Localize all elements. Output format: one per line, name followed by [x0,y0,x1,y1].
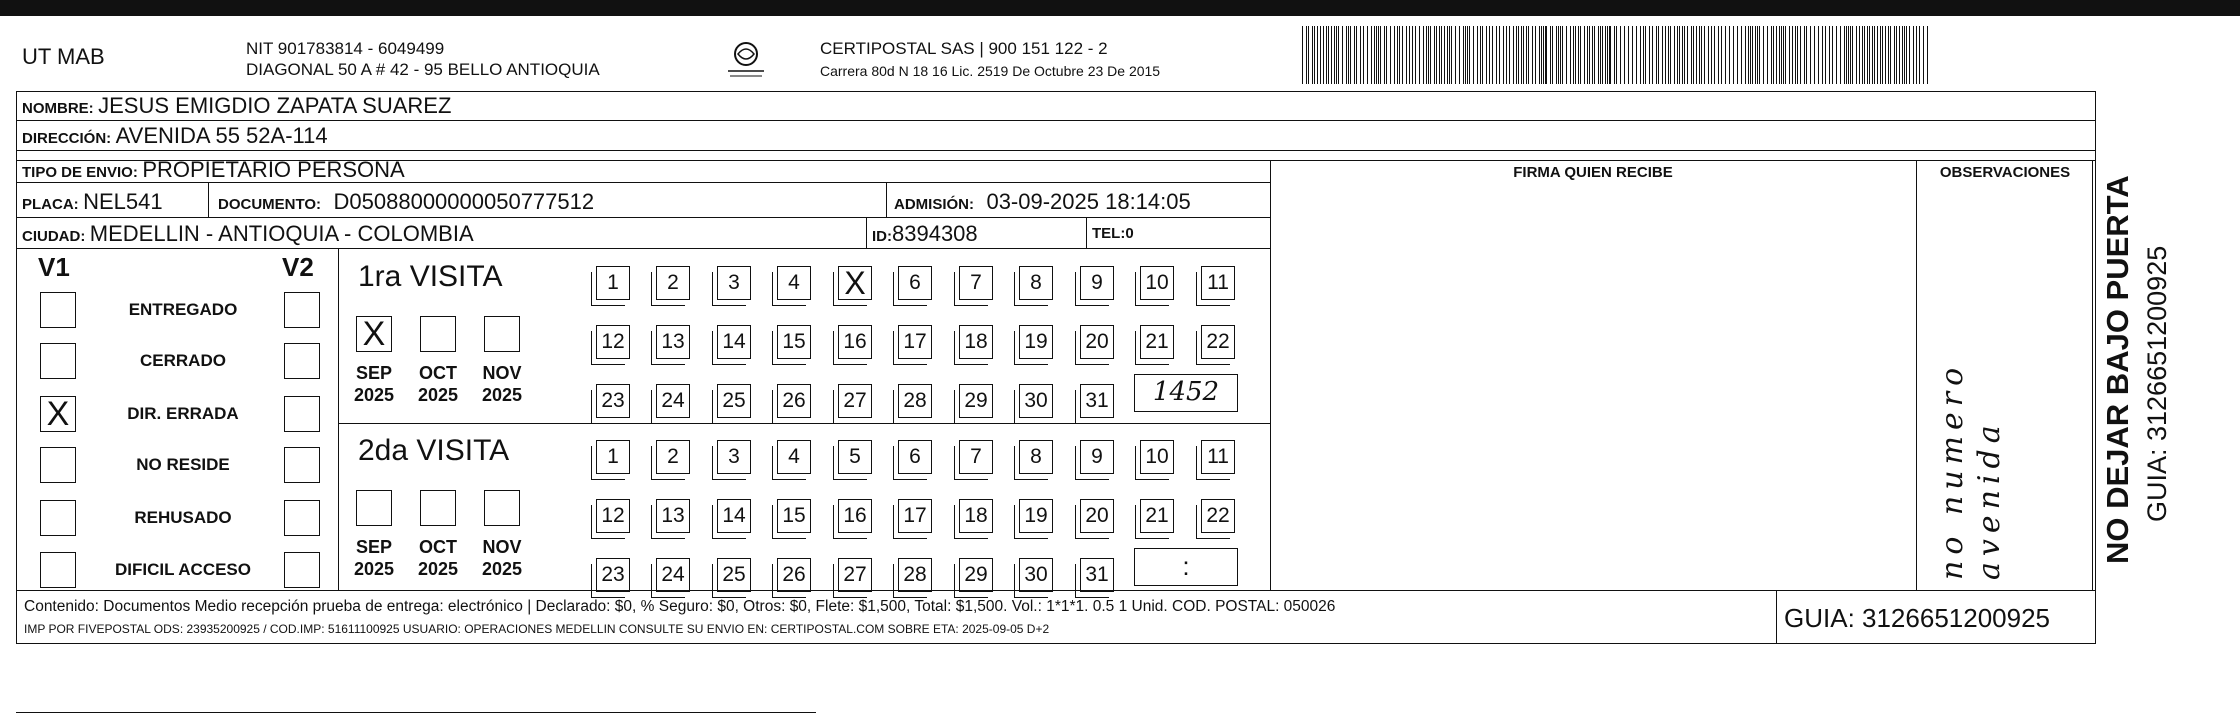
direccion-row [22,122,328,153]
day-box[interactable]: 31 [1080,558,1114,592]
v2-checkbox[interactable] [284,292,320,328]
day-box[interactable]: 6 [898,440,932,474]
signature-area[interactable] [1272,190,1914,588]
month-checkbox[interactable] [356,490,392,526]
status-label: CERRADO [140,351,226,370]
contenido-text: Contenido: Documentos Medio recepción prueba de entrega: electrónico | Declarado: $0, % Seguro: $0, Otros: $0, Flete: $1,500, Total: $1,500. Vol.: 1*1*1. 0.5 1 Unid. COD. POSTAL: 050026 [24,598,1336,615]
v2-checkbox[interactable] [284,396,320,432]
day-box[interactable]: 29 [959,558,993,592]
day-box[interactable]: 8 [1019,440,1053,474]
day-box[interactable]: 23 [596,384,630,418]
day-box[interactable]: 10 [1140,440,1174,474]
day-box[interactable]: 26 [777,558,811,592]
day-box[interactable]: 16 [838,499,872,533]
admision-label: ADMISIÓN: [894,196,974,213]
month-label: OCT [419,537,457,557]
day-box[interactable]: 28 [898,558,932,592]
admision-value: 03-09-2025 18:14:05 [986,189,1191,214]
day-box[interactable]: 2 [656,440,690,474]
month-year: 2025 [481,385,523,405]
day-box[interactable]: 21 [1140,325,1174,359]
month-checkbox[interactable] [420,490,456,526]
top-border [0,0,2240,16]
day-box[interactable]: 24 [656,384,690,418]
day-box[interactable]: 27 [838,558,872,592]
tel-row [1092,220,1134,248]
v1-checkbox[interactable] [40,552,76,588]
placa-value: NEL541 [83,189,163,214]
direccion-label: DIRECCIÓN: [22,130,112,147]
barcode [1302,26,1934,84]
no-dejar-bajo-puerta: NO DEJAR BAJO PUERTA [2100,175,2135,564]
company-name: UT MAB [22,44,105,69]
id-value: 8394308 [892,221,978,246]
status-label: DIR. ERRADA [127,404,239,423]
day-box[interactable]: 1 [596,266,630,300]
day-box[interactable]: 21 [1140,499,1174,533]
day-box[interactable]: 10 [1140,266,1174,300]
day-box[interactable]: 14 [717,499,751,533]
v1-checkbox[interactable] [40,292,76,328]
carrier-info: Carrera 80d N 18 16 Lic. 2519 De Octubre 23 De 2015 [820,63,1161,79]
month-checkbox[interactable] [484,490,520,526]
day-box[interactable]: 11 [1201,440,1235,474]
day-box[interactable]: 31 [1080,384,1114,418]
tel-value: 0 [1125,225,1134,242]
tipo-row [22,156,405,187]
day-box[interactable]: 25 [717,384,751,418]
ciudad-value: MEDELLIN - ANTIOQUIA - COLOMBIA [89,221,474,246]
day-box[interactable]: 5 [838,440,872,474]
day-box[interactable]: 20 [1080,499,1114,533]
v2-checkbox[interactable] [284,500,320,536]
imp-text: IMP POR FIVEPOSTAL ODS: 23935200925 / COD.IMP: 51611100925 USUARIO: OPERACIONES MEDELLIN CONSULTE SU ENVIO EN: CERTIPOSTAL.COM SOBRE ETA: 2025-09-05 D+2 [24,622,1050,636]
v2-checkbox[interactable] [284,343,320,379]
month-year: 2025 [417,559,459,579]
v2-checkbox[interactable] [284,552,320,588]
nit-text: NIT 901783814 - 6049499 [246,39,445,58]
visit-title: 2da VISITA [358,434,510,467]
month-year: 2025 [353,385,395,405]
id-label: ID: [872,228,892,245]
month-year: 2025 [481,559,523,579]
day-box[interactable]: 18 [959,499,993,533]
v1-header: V1 [38,252,70,282]
day-box[interactable]: 11 [1201,266,1235,300]
sender-address: DIAGONAL 50 A # 42 - 95 BELLO ANTIOQUIA [246,60,600,79]
day-box[interactable]: 14 [717,325,751,359]
id-row [872,220,978,251]
day-box[interactable]: 7 [959,440,993,474]
day-box[interactable]: 13 [656,499,690,533]
nombre-row [22,92,451,123]
admision-row [894,188,1191,219]
day-box[interactable]: 20 [1080,325,1114,359]
day-box[interactable]: 4 [777,440,811,474]
day-box[interactable]: 27 [838,384,872,418]
day-box[interactable]: 8 [1019,266,1053,300]
month-year: 2025 [417,385,459,405]
nombre-value: JESUS EMIGDIO ZAPATA SUAREZ [98,93,452,118]
day-box[interactable]: 15 [777,499,811,533]
day-box[interactable]: 6 [898,266,932,300]
day-box[interactable]: 7 [959,266,993,300]
month-checkbox[interactable]: X [356,316,392,352]
month-year: 2025 [353,559,395,579]
status-label: REHUSADO [134,508,232,527]
firma-label: FIRMA QUIEN RECIBE [1513,164,1673,181]
observaciones-label: OBSERVACIONES [1939,164,2071,181]
day-box[interactable]: 1 [596,440,630,474]
placa-label: PLACA: [22,196,79,213]
day-box[interactable]: 29 [959,384,993,418]
day-box[interactable]: 13 [656,325,690,359]
tipo-value: PROPIETARIO PERSONA [142,157,405,182]
day-box[interactable]: 19 [1019,499,1053,533]
time-box[interactable]: 1452 [1134,374,1238,412]
day-box[interactable]: 17 [898,499,932,533]
v2-header: V2 [282,252,314,282]
day-box[interactable]: 16 [838,325,872,359]
day-box[interactable]: 12 [596,325,630,359]
cut-line [16,712,816,713]
guia-side: GUIA: 3126651200925 [2142,245,2172,522]
day-box[interactable]: 28 [898,384,932,418]
day-box[interactable]: 12 [596,499,630,533]
ciudad-row [22,220,474,251]
time-box[interactable]: : [1134,548,1238,586]
v2-checkbox[interactable] [284,447,320,483]
day-box[interactable]: 22 [1201,325,1235,359]
status-label: ENTREGADO [128,300,238,319]
day-box[interactable]: 22 [1201,499,1235,533]
day-box[interactable]: 9 [1080,266,1114,300]
day-box[interactable]: 17 [898,325,932,359]
day-box[interactable]: 18 [959,325,993,359]
day-box[interactable]: 30 [1019,384,1053,418]
day-box[interactable]: 25 [717,558,751,592]
placa-row [22,188,163,219]
day-box[interactable]: X [838,266,872,300]
month-checkbox[interactable] [420,316,456,352]
day-box[interactable]: 15 [777,325,811,359]
day-box[interactable]: 23 [596,558,630,592]
day-box[interactable]: 24 [656,558,690,592]
day-box[interactable]: 3 [717,440,751,474]
month-label: NOV [482,537,522,557]
status-label: NO RESIDE [136,455,230,474]
certipostal-logo-icon [716,38,776,86]
month-checkbox[interactable] [484,316,520,352]
v1-checkbox[interactable] [40,343,76,379]
month-label: SEP [355,363,393,383]
v1-checkbox[interactable]: X [40,396,76,432]
month-label: OCT [419,363,457,383]
tel-label: TEL: [1092,225,1126,242]
visit-title: 1ra VISITA [358,260,503,293]
guia-footer: GUIA: 3126651200925 [1784,603,2050,633]
day-box[interactable]: 30 [1019,558,1053,592]
day-box[interactable]: 26 [777,384,811,418]
direccion-value: AVENIDA 55 52A-114 [115,123,328,148]
month-label: SEP [355,537,393,557]
documento-row [218,188,594,219]
v1-checkbox[interactable] [40,447,76,483]
documento-label: DOCUMENTO: [218,196,322,213]
day-box[interactable]: 4 [777,266,811,300]
v1-checkbox[interactable] [40,500,76,536]
month-label: NOV [482,363,522,383]
carrier-name: CERTIPOSTAL SAS | 900 151 122 - 2 [820,39,1108,58]
status-label: DIFICIL ACCESO [114,560,251,579]
day-box[interactable]: 19 [1019,325,1053,359]
day-box[interactable]: 2 [656,266,690,300]
day-box[interactable]: 3 [717,266,751,300]
ciudad-label: CIUDAD: [22,228,86,245]
day-box[interactable]: 9 [1080,440,1114,474]
nombre-label: NOMBRE: [22,100,94,117]
observation-note-1: no numero [1935,361,1970,580]
documento-value: D05088000000050777512 [333,189,595,214]
tipo-label: TIPO DE ENVIO: [22,164,138,181]
observation-note-2: avenida [1972,419,2007,580]
